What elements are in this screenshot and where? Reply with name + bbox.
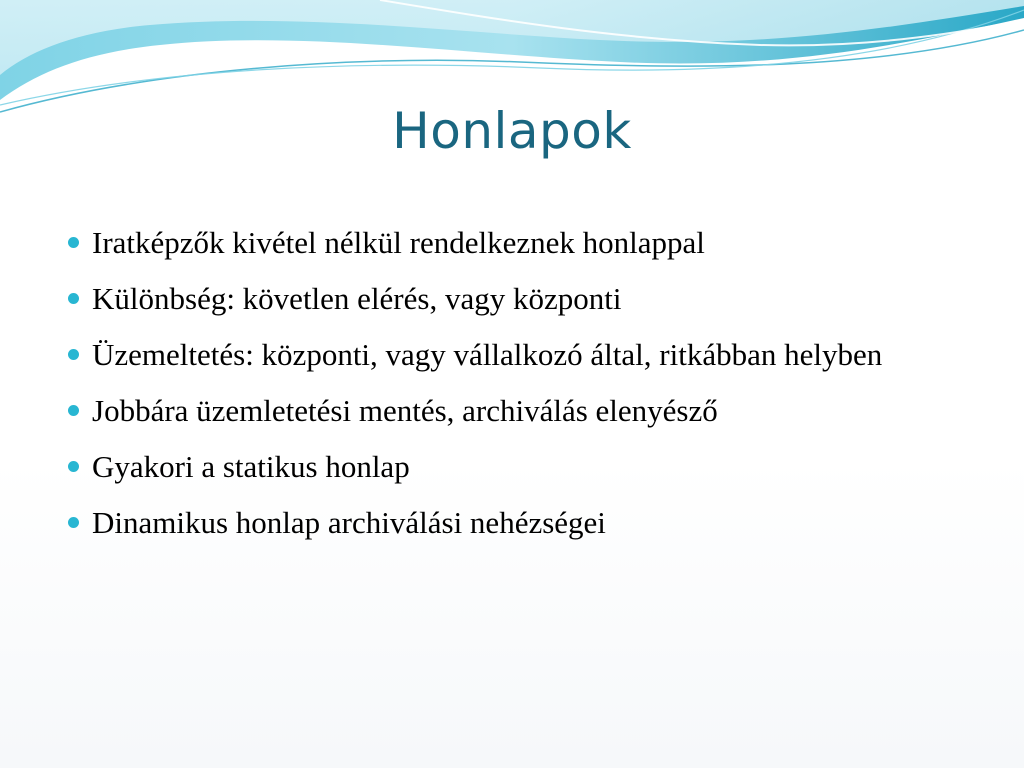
bullet-item <box>64 222 964 264</box>
bullet-text: Gyakori a statikus honlap <box>92 449 410 484</box>
bullet-item <box>64 278 964 320</box>
bullet-item <box>64 334 964 376</box>
bullet-text: Üzemeltetés: központi, vagy vállalkozó által, ritkábban helyben <box>92 337 883 372</box>
bullet-item <box>64 446 964 488</box>
bullet-marker-icon <box>68 237 79 248</box>
bullet-marker-icon <box>68 293 79 304</box>
bullet-marker-icon <box>68 405 79 416</box>
bullet-item <box>64 390 964 432</box>
bullet-item <box>64 502 964 544</box>
bullet-text: Jobbára üzemletetési mentés, archiválás elenyésző <box>92 393 718 428</box>
slide-title: Honlapok <box>392 102 632 160</box>
bullet-marker-icon <box>68 517 79 528</box>
bullet-text: Iratképzők kivétel nélkül rendelkeznek honlappal <box>92 225 705 260</box>
bullet-marker-icon <box>68 461 79 472</box>
bullet-text: Különbség: követlen elérés, vagy központi <box>92 281 622 316</box>
bullet-marker-icon <box>68 349 79 360</box>
bullet-list <box>64 222 964 558</box>
bullet-text: Dinamikus honlap archiválási nehézségei <box>92 505 606 540</box>
